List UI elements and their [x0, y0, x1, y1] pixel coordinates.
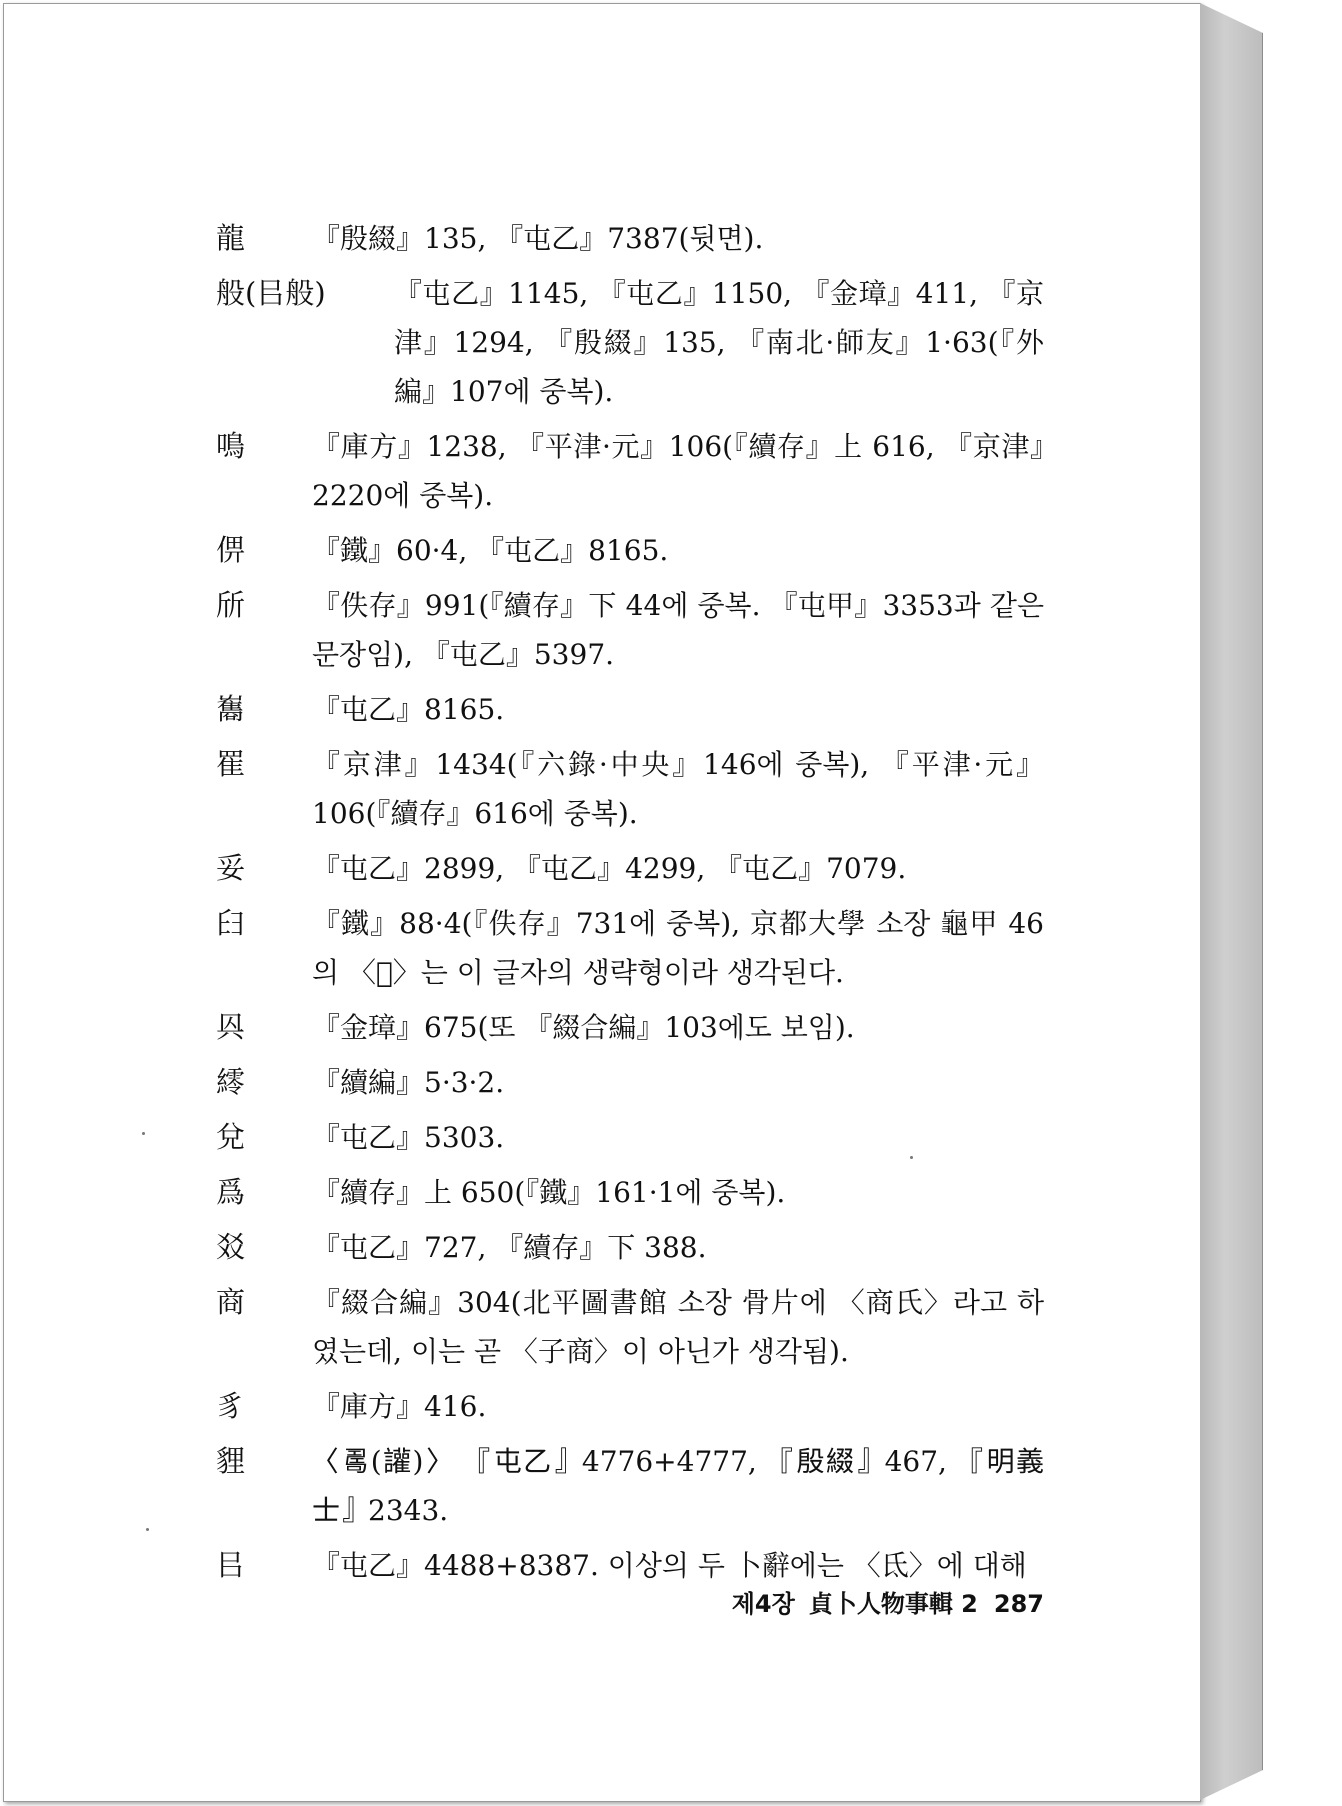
entry-item — [216, 1382, 1044, 1431]
page-footer — [704, 1584, 1044, 1619]
entry-references: 『屯乙』1145, 『屯乙』1150, 『金璋』411, 『京津』1294, 『殷綴』135, 『南北·師友』1·63(『外編』107에 중복). — [394, 277, 1044, 408]
entry-character: 鳴 — [216, 429, 246, 463]
entry-character: 雟 — [216, 692, 246, 726]
entry-item — [216, 685, 1044, 734]
entry-character: 斦 — [216, 588, 246, 622]
entry-references: 〈𠷎(讙)〉 『屯乙』4776+4777, 『殷綴』467, 『明義士』2343. — [312, 1445, 1044, 1527]
entry-character: 龍 — [216, 221, 246, 255]
entry-character: 爲 — [216, 1175, 246, 1209]
entry-references: 『屯乙』5303. — [312, 1121, 505, 1154]
entry-item — [216, 1003, 1044, 1052]
entry-item — [216, 269, 1044, 416]
entry-item — [216, 1223, 1044, 1272]
entry-references: 『綴合編』304(北平圖書館 소장 骨片에 〈商氏〉라고 하였는데, 이는 곧 〈子商〉이 아닌가 생각됨). — [312, 1286, 1044, 1368]
entry-character: 妥 — [216, 851, 246, 885]
entry-references: 『殷綴』135, 『屯乙』7387(뒷면). — [312, 222, 764, 255]
entry-character: 兌 — [216, 1120, 246, 1154]
page-edge-shadow — [1200, 3, 1263, 1800]
entry-character: 般(㠯般) — [216, 276, 326, 310]
entry-item — [216, 422, 1044, 520]
entry-references: 『庫方』416. — [312, 1390, 487, 1423]
entry-references: 『京津』1434(『六錄·中央』146에 중복), 『平津·元』106(『續存』616에 중복). — [312, 748, 1044, 830]
entry-references: 『續存』上 650(『鐵』161·1에 중복). — [312, 1176, 786, 1209]
entry-references: 『屯乙』727, 『續存』下 388. — [312, 1231, 707, 1264]
entry-character: 𦥑 — [216, 906, 246, 940]
entry-item — [216, 1437, 1044, 1535]
entry-item — [216, 1058, 1044, 1107]
scan-speck — [910, 1156, 913, 1159]
entry-character: 貍 — [216, 1444, 246, 1478]
entry-character: 㒷 — [216, 1010, 246, 1044]
entry-references: 『庫方』1238, 『平津·元』106(『續存』上 616, 『京津』2220에 중복). — [312, 430, 1044, 512]
entry-item — [216, 526, 1044, 575]
entry-references: 『鐵』60·4, 『屯乙』8165. — [312, 534, 669, 567]
entry-item — [216, 740, 1044, 838]
entry-references: 『屯乙』8165. — [312, 693, 505, 726]
entry-character: 䍜 — [216, 747, 246, 781]
entry-item — [216, 1113, 1044, 1162]
entry-character: 㑭 — [216, 533, 246, 567]
entry-references: 『佚存』991(『續存』下 44에 중복. 『屯甲』3353과 같은 문장임), 『屯乙』5397. — [312, 589, 1044, 671]
entry-item — [216, 1541, 1044, 1590]
entry-character: 㸚 — [216, 1230, 246, 1264]
scan-speck — [146, 1528, 149, 1531]
footer-chapter: 제4장 — [731, 1590, 795, 1618]
entry-list — [216, 214, 1044, 1596]
entry-references: 『鐵』88·4(『佚存』731에 중복), 京都大學 소장 龜甲 46의 〈𤕫〉는 이 글자의 생략형이라 생각된다. — [312, 907, 1044, 989]
entry-references: 『金璋』675(또 『綴合編』103에도 보임). — [312, 1011, 855, 1044]
entry-character: 䌢 — [216, 1065, 246, 1099]
entry-item — [216, 1278, 1044, 1376]
footer-title: 貞卜人物事輯 2 — [808, 1590, 978, 1618]
entry-character: 豸 — [216, 1389, 246, 1423]
entry-references: 『屯乙』4488+8387. 이상의 두 卜辭에는 〈氐〉에 대해 — [312, 1549, 1027, 1582]
book-page — [3, 3, 1201, 1802]
entry-item — [216, 214, 1044, 263]
entry-references: 『屯乙』2899, 『屯乙』4299, 『屯乙』7079. — [312, 852, 907, 885]
entry-item — [216, 1168, 1044, 1217]
entry-item — [216, 581, 1044, 679]
entry-item — [216, 899, 1044, 997]
entry-character: 㠯 — [216, 1548, 246, 1582]
page-number: 287 — [993, 1590, 1044, 1618]
entry-item — [216, 844, 1044, 893]
scan-speck — [142, 1132, 145, 1135]
entry-references: 『續編』5·3·2. — [312, 1066, 505, 1099]
entry-character: 商 — [216, 1285, 246, 1319]
